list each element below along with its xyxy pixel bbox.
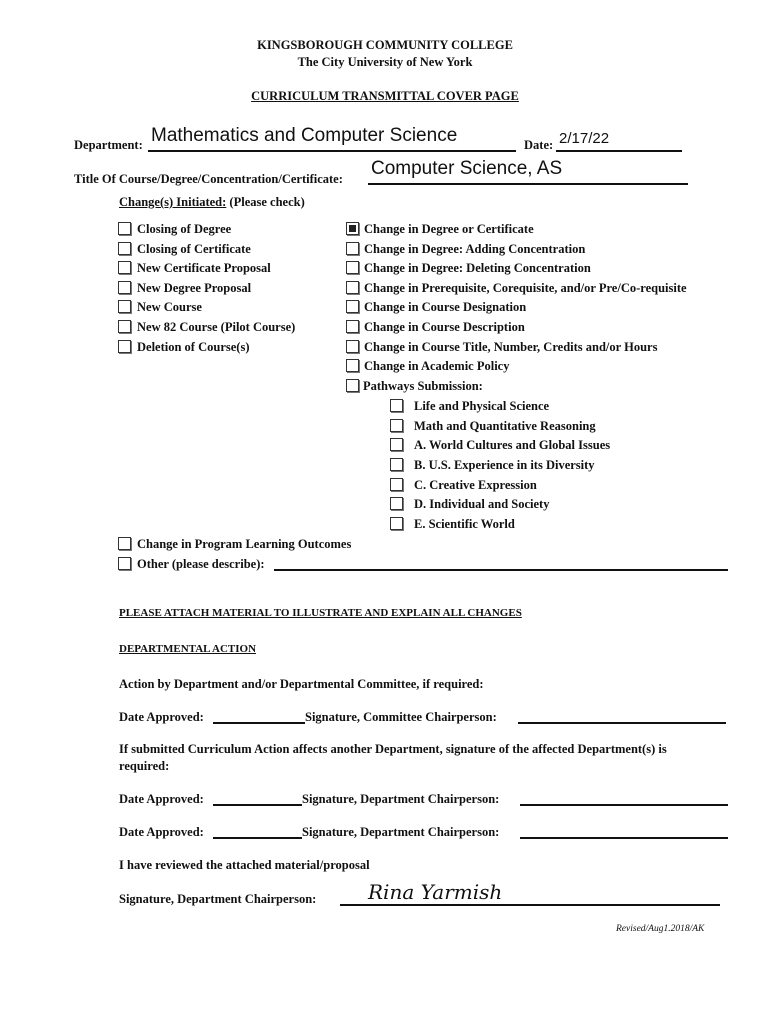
checkbox-label: D. Individual and Society: [414, 497, 550, 511]
checkbox-label: New Certificate Proposal: [137, 261, 271, 275]
checkbox-deletion-course[interactable]: [118, 340, 131, 353]
checkbox-new-certificate[interactable]: [118, 261, 131, 274]
date-field[interactable]: 2/17/22: [559, 130, 610, 147]
checkbox-label: Pathways Submission:: [363, 379, 483, 393]
checkbox-closing-degree[interactable]: [118, 222, 131, 235]
checkbox-label: Change in Degree or Certificate: [364, 222, 534, 236]
checkbox-label: B. U.S. Experience in its Diversity: [414, 458, 595, 472]
checkbox-label: Change in Prerequisite, Corequisite, and/or Pre/Co-requisite: [364, 281, 687, 295]
dept-chair-signature-label: Signature, Department Chairperson:: [302, 792, 500, 806]
checkbox-program-outcomes[interactable]: [118, 537, 131, 550]
dept-chair-signature-field[interactable]: [520, 804, 728, 806]
checkbox-label: Change in Course Description: [364, 320, 525, 334]
checkbox-label: Closing of Degree: [137, 222, 232, 236]
title-field[interactable]: Computer Science, AS: [371, 158, 563, 179]
date-approved-label: Date Approved:: [119, 710, 204, 724]
checkbox-pathways-scientific[interactable]: [390, 517, 403, 530]
checkbox-pathways-life-physical[interactable]: [390, 399, 403, 412]
checkbox-label: New Degree Proposal: [137, 281, 252, 295]
checkbox-label: Closing of Certificate: [137, 242, 251, 256]
department-underline: [148, 150, 516, 152]
checkbox-label: Change in Course Designation: [364, 300, 527, 314]
checkbox-pathways-world-cultures[interactable]: [390, 438, 403, 451]
checkbox-deleting-concentration[interactable]: [346, 261, 359, 274]
other-describe-field[interactable]: [274, 569, 728, 571]
checkbox-other[interactable]: [118, 557, 131, 570]
checkbox-change-prerequisite[interactable]: [346, 281, 359, 294]
checkbox-label: Math and Quantitative Reasoning: [414, 419, 596, 433]
checkbox-pathways-submission[interactable]: [346, 379, 359, 392]
checkbox-pathways-individual[interactable]: [390, 497, 403, 510]
checkbox-label: Change in Course Title, Number, Credits and/or Hours: [364, 340, 658, 354]
date-underline: [556, 150, 682, 152]
revision-note: Revised/Aug1.2018/AK: [616, 924, 705, 934]
reviewed-text: I have reviewed the attached material/proposal: [119, 858, 370, 872]
checkbox-label: Life and Physical Science: [414, 399, 550, 413]
final-signature-line: [340, 904, 720, 906]
checkbox-adding-concentration[interactable]: [346, 242, 359, 255]
please-check-note: (Please check): [229, 195, 305, 209]
dept-chair-signature-field[interactable]: [520, 837, 728, 839]
committee-signature-field[interactable]: [518, 722, 726, 724]
checkbox-pathways-math[interactable]: [390, 419, 403, 432]
date-approved-field[interactable]: [213, 722, 305, 724]
attach-material-note: PLEASE ATTACH MATERIAL TO ILLUSTRATE AND EXPLAIN ALL CHANGES: [119, 607, 522, 619]
committee-signature-label: Signature, Committee Chairperson:: [305, 710, 497, 724]
checkbox-label: Change in Academic Policy: [364, 359, 510, 373]
handwritten-signature[interactable]: Rina Yarmish: [368, 880, 503, 904]
checkbox-course-description[interactable]: [346, 320, 359, 333]
form-title: CURRICULUM TRANSMITTAL COVER PAGE: [251, 89, 519, 103]
checkbox-closing-certificate[interactable]: [118, 242, 131, 255]
date-approved-label: Date Approved:: [119, 792, 204, 806]
university-name: The City University of New York: [297, 55, 473, 69]
checkbox-label: A. World Cultures and Global Issues: [414, 438, 611, 452]
departmental-action-heading: DEPARTMENTAL ACTION: [119, 643, 257, 655]
checkbox-change-degree-certificate[interactable]: [346, 222, 359, 235]
checkbox-label: Other (please describe):: [137, 557, 265, 571]
checkbox-label: Change in Degree: Adding Concentration: [364, 242, 586, 256]
department-field[interactable]: Mathematics and Computer Science: [151, 125, 458, 146]
checkbox-label: C. Creative Expression: [414, 478, 537, 492]
checkbox-new-degree[interactable]: [118, 281, 131, 294]
checkbox-label: E. Scientific World: [414, 517, 515, 531]
affected-dept-text-2: required:: [119, 759, 170, 773]
checkbox-label: Change in Program Learning Outcomes: [137, 537, 352, 551]
title-underline: [368, 183, 688, 185]
college-name: KINGSBOROUGH COMMUNITY COLLEGE: [257, 38, 513, 52]
department-label: Department:: [74, 138, 143, 152]
date-approved-field[interactable]: [213, 837, 302, 839]
checkbox-label: New 82 Course (Pilot Course): [137, 320, 296, 334]
action-text: Action by Department and/or Departmental Committee, if required:: [119, 677, 484, 691]
dept-chair-signature-label: Signature, Department Chairperson:: [302, 825, 500, 839]
checkbox-academic-policy[interactable]: [346, 359, 359, 372]
title-label: Title Of Course/Degree/Concentration/Certificate:: [74, 172, 343, 186]
checkbox-label: Deletion of Course(s): [137, 340, 250, 354]
checkbox-pathways-us-experience[interactable]: [390, 458, 403, 471]
changes-initiated-heading: Change(s) Initiated:: [119, 195, 227, 209]
checkbox-course-title-number[interactable]: [346, 340, 359, 353]
checkbox-pathways-creative[interactable]: [390, 478, 403, 491]
checkbox-new-course[interactable]: [118, 300, 131, 313]
date-approved-label: Date Approved:: [119, 825, 204, 839]
affected-dept-text: If submitted Curriculum Action affects another Department, signature of the affected Department(s) is: [119, 742, 667, 756]
checkbox-label: Change in Degree: Deleting Concentration: [364, 261, 591, 275]
date-approved-field[interactable]: [213, 804, 302, 806]
date-label: Date:: [524, 138, 554, 152]
checkbox-label: New Course: [137, 300, 202, 314]
checkbox-course-designation[interactable]: [346, 300, 359, 313]
checkbox-new-82-course[interactable]: [118, 320, 131, 333]
changes-initiated-label: [119, 195, 305, 210]
final-signature-label: Signature, Department Chairperson:: [119, 892, 317, 906]
